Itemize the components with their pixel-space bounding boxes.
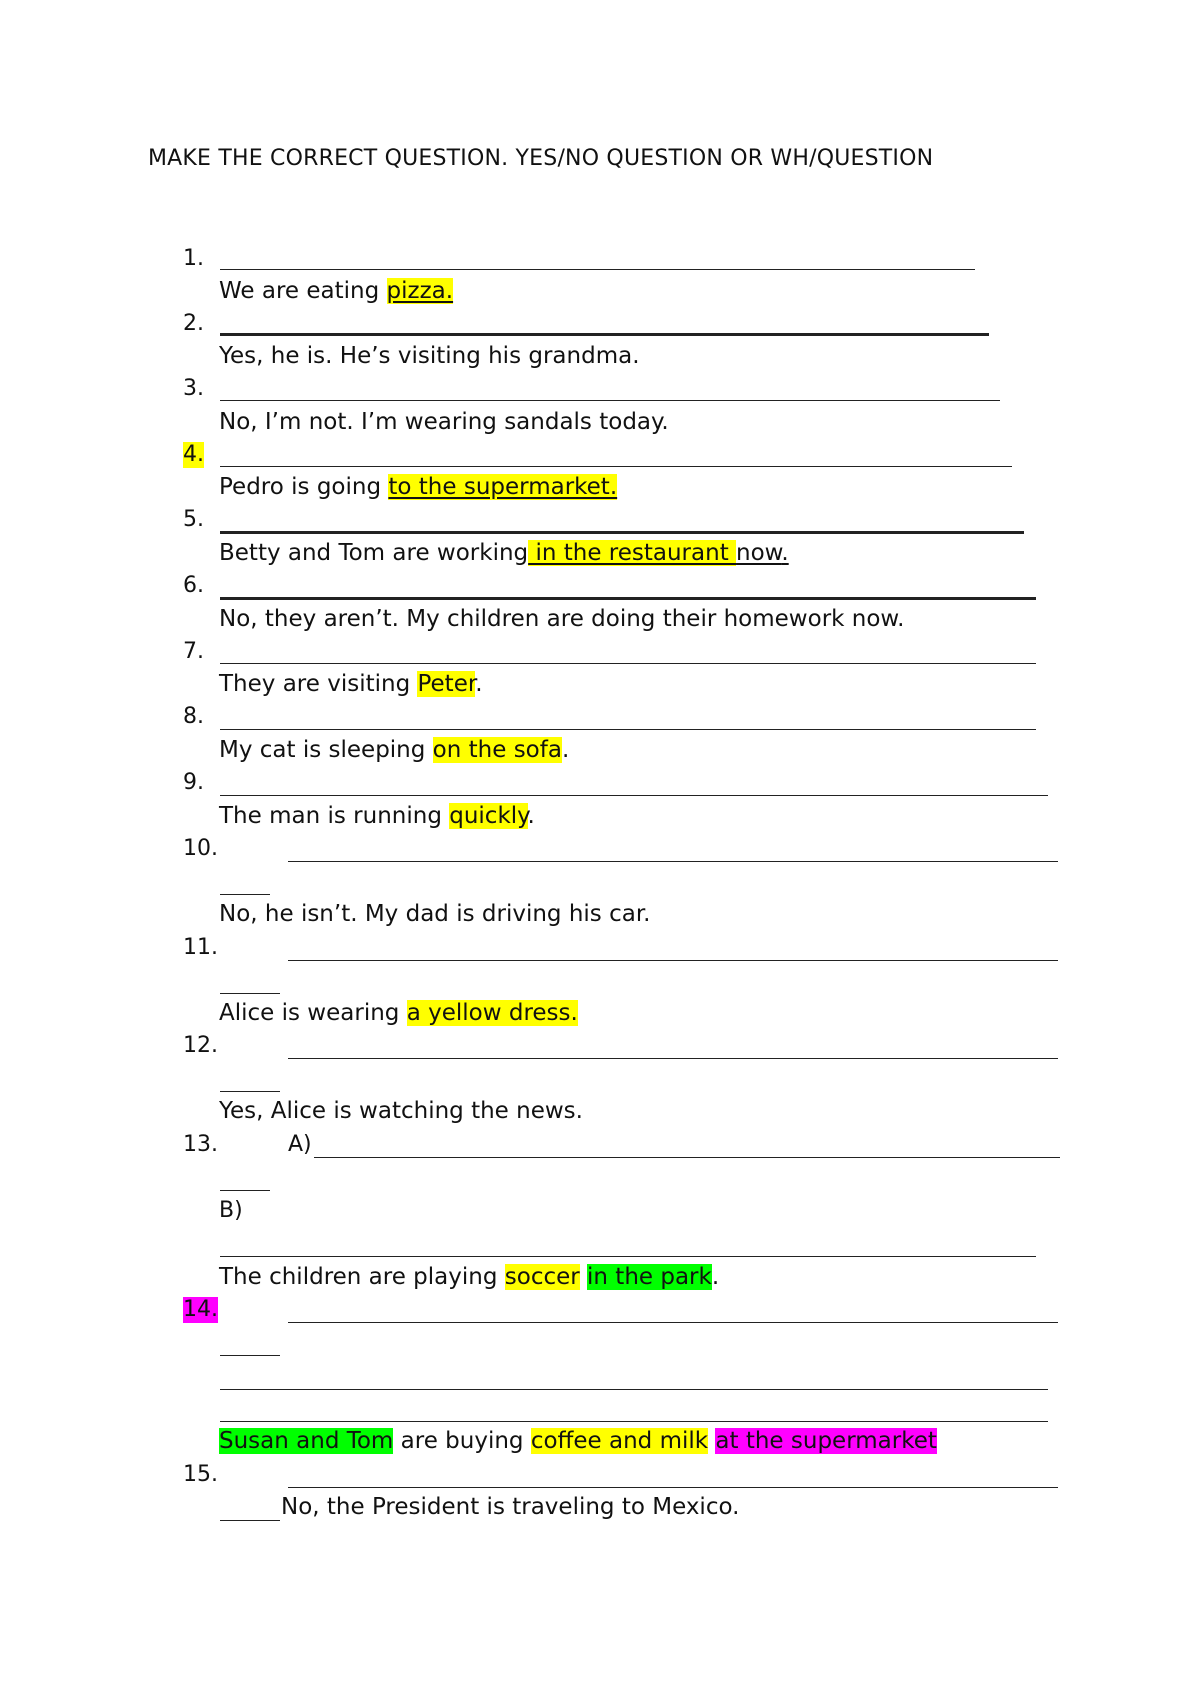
- item-12-answer-line-continued[interactable]: [220, 1091, 280, 1092]
- item-9-answer-line[interactable]: [220, 795, 1048, 796]
- item-6-answer: [219, 604, 904, 634]
- item-13-sub-b-label: B): [219, 1198, 243, 1223]
- item-13-answer-segment: in the park: [587, 1264, 712, 1290]
- item-6-number: 6.: [183, 573, 204, 598]
- item-9-number: 9.: [183, 770, 204, 795]
- item-6-answer-segment: No, they aren’t. My children are doing their homework now.: [219, 606, 905, 632]
- item-8-answer-line[interactable]: [220, 729, 1036, 730]
- item-10-number: 10.: [183, 836, 218, 861]
- item-12-answer: [219, 1096, 583, 1126]
- item-12-number: 12.: [183, 1033, 218, 1058]
- item-13-sub-b-line[interactable]: [220, 1256, 1036, 1257]
- item-9-answer-segment: quickly: [449, 803, 528, 829]
- item-2-answer: [219, 341, 640, 371]
- item-5-answer-segment: .: [781, 540, 789, 566]
- item-5-answer-segment: now: [736, 540, 782, 566]
- item-8-answer-segment: on the sofa: [432, 737, 562, 763]
- item-13-sub-a-line[interactable]: [314, 1157, 1060, 1158]
- item-14-answer-line-continued[interactable]: [220, 1355, 280, 1356]
- item-10-answer-line-continued[interactable]: [220, 894, 270, 895]
- item-13-sub-a-line-continued[interactable]: [220, 1190, 270, 1191]
- item-11-answer-segment: a yellow dress.: [406, 1000, 578, 1026]
- item-14-answer-line[interactable]: [288, 1322, 1058, 1323]
- item-15-answer-segment: No, the President is traveling to Mexico.: [281, 1494, 740, 1520]
- item-13-answer: [219, 1262, 719, 1292]
- item-9-answer: [219, 801, 535, 831]
- item-14-answer-line-2[interactable]: [220, 1389, 1048, 1390]
- item-15-answer-line[interactable]: [288, 1487, 1058, 1488]
- item-5-answer-segment: in the restaurant: [528, 540, 737, 566]
- item-11-answer: [219, 998, 578, 1028]
- item-1-number: 1.: [183, 246, 204, 271]
- item-14-answer: [219, 1426, 937, 1456]
- item-2-answer-line[interactable]: [220, 333, 989, 336]
- item-12-answer-segment: Yes, Alice is watching the news.: [219, 1098, 583, 1124]
- item-3-answer-line[interactable]: [220, 400, 1000, 401]
- item-11-answer-line[interactable]: [288, 960, 1058, 961]
- item-7-answer-line[interactable]: [220, 663, 1036, 664]
- page-title: MAKE THE CORRECT QUESTION. YES/NO QUESTION OR WH/QUESTION: [148, 146, 934, 171]
- item-12-answer-line[interactable]: [288, 1058, 1058, 1059]
- item-7-answer-segment: They are visiting: [219, 671, 418, 697]
- item-4-answer: [219, 472, 617, 502]
- item-8-answer-segment: .: [561, 737, 570, 763]
- item-13-answer-segment: .: [711, 1264, 720, 1290]
- item-5-number: 5.: [183, 507, 204, 532]
- item-1-answer-segment: pizza.: [386, 278, 454, 304]
- item-6-answer-line[interactable]: [220, 597, 1036, 600]
- item-14-answer-segment: coffee and milk: [530, 1428, 709, 1454]
- item-5-answer: [219, 538, 789, 568]
- item-13-answer-segment: [580, 1264, 587, 1290]
- item-3-answer: [219, 407, 669, 437]
- item-7-answer-segment: Peter: [417, 671, 476, 697]
- item-14-number: 14.: [183, 1297, 218, 1322]
- item-9-answer-segment: .: [527, 803, 535, 829]
- item-13-number: 13.: [183, 1132, 218, 1157]
- item-13-answer-segment: The children are playing: [219, 1264, 505, 1290]
- item-2-answer-segment: Yes, he is. He’s visiting his grandma.: [219, 343, 640, 369]
- item-14-answer-line-3[interactable]: [220, 1421, 1048, 1422]
- item-8-number: 8.: [183, 704, 204, 729]
- item-13-sub-a-label: A): [288, 1132, 312, 1157]
- item-4-answer-segment: Pedro is going: [219, 474, 389, 500]
- item-15-answer: [281, 1492, 739, 1522]
- item-2-number: 2.: [183, 311, 204, 336]
- item-11-answer-segment: Alice is wearing: [219, 1000, 407, 1026]
- item-8-answer: [219, 735, 569, 765]
- item-5-answer-segment: Betty and Tom are working: [219, 540, 529, 566]
- item-1-answer-line[interactable]: [220, 269, 975, 270]
- item-15-number: 15.: [183, 1462, 218, 1487]
- item-4-number: 4.: [183, 442, 204, 467]
- item-9-answer-segment: The man is running: [219, 803, 450, 829]
- item-1-answer: [219, 276, 453, 306]
- item-11-number: 11.: [183, 935, 218, 960]
- item-11-answer-line-continued[interactable]: [220, 993, 280, 994]
- item-10-answer-segment: No, he isn’t. My dad is driving his car.: [219, 901, 651, 927]
- item-15-answer-line-continued[interactable]: [220, 1520, 280, 1521]
- item-7-answer-segment: .: [475, 671, 483, 697]
- item-4-answer-line[interactable]: [220, 466, 1012, 467]
- item-3-answer-segment: No, I’m not. I’m wearing sandals today.: [219, 409, 669, 435]
- item-1-answer-segment: We are eating: [219, 278, 387, 304]
- item-14-answer-segment: are buying: [393, 1428, 531, 1454]
- item-5-answer-line[interactable]: [220, 531, 1024, 534]
- item-14-answer-segment: at the supermarket: [715, 1428, 937, 1454]
- item-14-answer-segment: Susan and Tom: [219, 1428, 394, 1454]
- item-7-answer: [219, 669, 483, 699]
- item-10-answer-line[interactable]: [288, 861, 1058, 862]
- item-8-answer-segment: My cat is sleeping: [219, 737, 433, 763]
- item-13-answer-segment: soccer: [504, 1264, 580, 1290]
- item-3-number: 3.: [183, 376, 204, 401]
- item-10-answer: [219, 899, 651, 929]
- item-4-answer-segment: to the supermarket.: [388, 474, 618, 500]
- item-7-number: 7.: [183, 639, 204, 664]
